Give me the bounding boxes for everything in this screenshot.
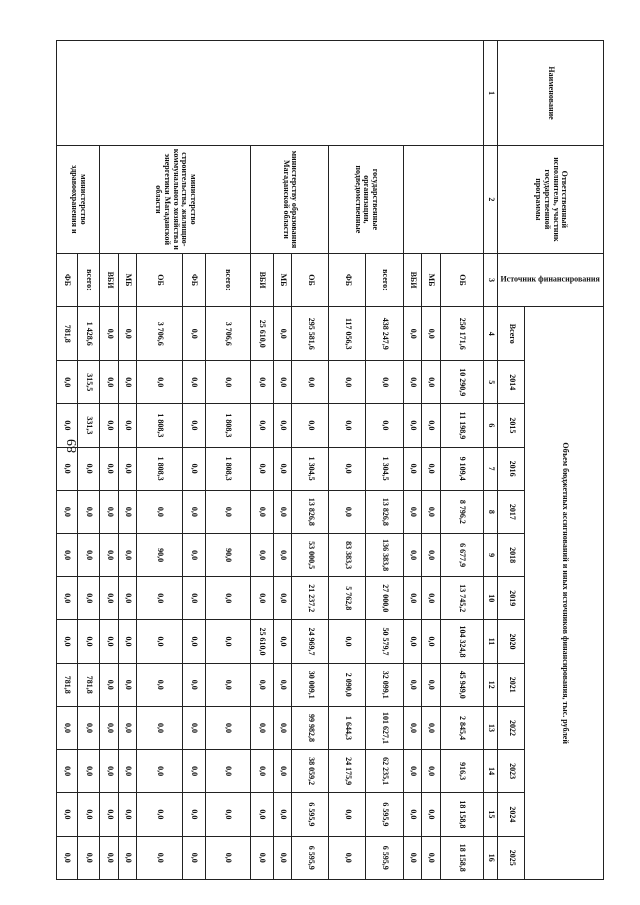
value-cell: 0,0 [118, 577, 137, 620]
value-cell: 0,0 [100, 361, 119, 404]
value-cell: 0,0 [77, 447, 100, 490]
value-cell: 2 845,4 [440, 706, 483, 749]
value-cell: 781,8 [77, 663, 100, 706]
column-number: 15 [484, 793, 498, 836]
value-cell: 0,0 [273, 533, 292, 576]
value-cell: 0,0 [57, 793, 78, 836]
source-cell: ВБИ [403, 253, 422, 307]
value-cell: 0,0 [182, 361, 205, 404]
column-number: 2 [484, 146, 498, 253]
source-cell: МБ [422, 253, 441, 307]
value-cell: 0,0 [57, 706, 78, 749]
source-cell: ФБ [182, 253, 205, 307]
value-cell: 0,0 [403, 663, 422, 706]
value-cell: 0,0 [250, 706, 273, 749]
source-cell: ОБ [292, 253, 329, 307]
value-cell: 0,0 [403, 361, 422, 404]
header-funding: Объем бюджетных ассигнований и иных источников финансирования, тыс. рублей [525, 307, 604, 880]
value-cell: 0,0 [77, 750, 100, 793]
value-cell: 0,0 [57, 490, 78, 533]
value-cell: 0,0 [77, 793, 100, 836]
value-cell: 0,0 [329, 490, 366, 533]
column-number: 5 [484, 361, 498, 404]
value-cell: 0,0 [100, 447, 119, 490]
header-source: Источник финансирования [498, 253, 604, 307]
value-cell: 6 595,9 [366, 793, 403, 836]
value-cell: 0,0 [273, 836, 292, 880]
value-cell: 6 595,9 [292, 793, 329, 836]
value-cell: 0,0 [100, 750, 119, 793]
column-number: 12 [484, 663, 498, 706]
value-cell: 0,0 [403, 577, 422, 620]
header-year: 2014 [498, 361, 525, 404]
value-cell: 0,0 [403, 750, 422, 793]
value-cell: 0,0 [422, 577, 441, 620]
header-year: 2015 [498, 404, 525, 447]
value-cell: 0,0 [403, 533, 422, 576]
table-row [77, 41, 100, 880]
value-cell: 24 175,9 [329, 750, 366, 793]
value-cell: 0,0 [57, 750, 78, 793]
value-cell: 0,0 [118, 307, 137, 361]
value-cell: 0,0 [250, 361, 273, 404]
value-cell: 0,0 [205, 361, 250, 404]
value-cell: 0,0 [273, 307, 292, 361]
value-cell: 0,0 [403, 793, 422, 836]
value-cell: 0,0 [118, 447, 137, 490]
value-cell: 0,0 [329, 620, 366, 663]
value-cell: 0,0 [100, 836, 119, 880]
value-cell: 0,0 [77, 490, 100, 533]
source-cell: ОБ [440, 253, 483, 307]
value-cell: 0,0 [118, 706, 137, 749]
value-cell: 0,0 [422, 361, 441, 404]
value-cell: 0,0 [422, 663, 441, 706]
value-cell: 295 581,6 [292, 307, 329, 361]
value-cell: 0,0 [118, 361, 137, 404]
header-year: 2016 [498, 447, 525, 490]
value-cell: 0,0 [137, 836, 182, 880]
source-cell: ФБ [57, 253, 78, 307]
value-cell: 0,0 [137, 577, 182, 620]
value-cell: 0,0 [100, 490, 119, 533]
value-cell: 0,0 [422, 404, 441, 447]
value-cell: 0,0 [273, 706, 292, 749]
value-cell: 21 237,2 [292, 577, 329, 620]
responsible-cell [403, 146, 483, 253]
header-year: 2023 [498, 750, 525, 793]
value-cell: 0,0 [292, 404, 329, 447]
value-cell: 13 826,8 [292, 490, 329, 533]
column-number: 9 [484, 533, 498, 576]
value-cell: 0,0 [100, 577, 119, 620]
value-cell: 0,0 [118, 793, 137, 836]
column-number: 8 [484, 490, 498, 533]
source-cell: всего: [366, 253, 403, 307]
value-cell: 5 762,8 [329, 577, 366, 620]
table-row [205, 41, 250, 880]
value-cell: 0,0 [77, 577, 100, 620]
value-cell: 0,0 [205, 577, 250, 620]
name-cell [57, 41, 484, 146]
value-cell: 0,0 [182, 836, 205, 880]
value-cell: 0,0 [137, 706, 182, 749]
value-cell: 0,0 [182, 307, 205, 361]
value-cell: 6 677,9 [440, 533, 483, 576]
value-cell: 0,0 [422, 620, 441, 663]
value-cell: 0,0 [182, 663, 205, 706]
value-cell: 25 610,0 [250, 307, 273, 361]
value-cell: 0,0 [118, 663, 137, 706]
source-cell: МБ [118, 253, 137, 307]
value-cell: 62 235,1 [366, 750, 403, 793]
value-cell: 0,0 [77, 836, 100, 880]
value-cell: 0,0 [273, 750, 292, 793]
value-cell: 1 808,3 [205, 447, 250, 490]
responsible-cell: министерство строительства, жилищно-коммунального хозяйства и энергетики Магаданской области [100, 146, 251, 253]
value-cell: 0,0 [137, 490, 182, 533]
value-cell: 0,0 [57, 447, 78, 490]
value-cell: 0,0 [182, 490, 205, 533]
column-number: 14 [484, 750, 498, 793]
value-cell: 0,0 [250, 404, 273, 447]
value-cell: 0,0 [100, 533, 119, 576]
value-cell: 1 808,3 [137, 404, 182, 447]
value-cell: 0,0 [118, 620, 137, 663]
value-cell: 0,0 [57, 577, 78, 620]
value-cell: 0,0 [292, 361, 329, 404]
value-cell: 99 982,8 [292, 706, 329, 749]
value-cell: 0,0 [273, 793, 292, 836]
header-year: 2022 [498, 706, 525, 749]
value-cell: 0,0 [118, 490, 137, 533]
value-cell: 0,0 [57, 404, 78, 447]
table-row [292, 41, 329, 880]
source-cell: ОБ [137, 253, 182, 307]
value-cell: 0,0 [100, 793, 119, 836]
value-cell: 0,0 [205, 663, 250, 706]
value-cell: 90,0 [205, 533, 250, 576]
value-cell: 0,0 [403, 706, 422, 749]
value-cell: 250 171,6 [440, 307, 483, 361]
value-cell: 331,3 [77, 404, 100, 447]
column-number: 13 [484, 706, 498, 749]
value-cell: 916,3 [440, 750, 483, 793]
value-cell: 781,8 [57, 307, 78, 361]
value-cell: 117 056,3 [329, 307, 366, 361]
value-cell: 0,0 [182, 706, 205, 749]
value-cell: 0,0 [422, 533, 441, 576]
value-cell: 3 706,6 [137, 307, 182, 361]
value-cell: 0,0 [403, 447, 422, 490]
value-cell: 0,0 [182, 577, 205, 620]
value-cell: 104 324,8 [440, 620, 483, 663]
value-cell: 25 610,0 [250, 620, 273, 663]
value-cell: 0,0 [57, 836, 78, 880]
value-cell: 0,0 [250, 750, 273, 793]
value-cell: 0,0 [205, 706, 250, 749]
value-cell: 0,0 [118, 836, 137, 880]
value-cell: 53 000,5 [292, 533, 329, 576]
value-cell: 50 579,7 [366, 620, 403, 663]
value-cell: 0,0 [422, 750, 441, 793]
value-cell: 0,0 [403, 836, 422, 880]
value-cell: 0,0 [57, 533, 78, 576]
value-cell: 45 949,0 [440, 663, 483, 706]
header-year: 2021 [498, 663, 525, 706]
source-cell: всего: [205, 253, 250, 307]
value-cell: 0,0 [329, 793, 366, 836]
value-cell: 0,0 [118, 404, 137, 447]
header-responsible: Ответственный исполнитель, участник государственной программы [498, 146, 604, 253]
value-cell: 101 627,1 [366, 706, 403, 749]
value-cell: 1 644,3 [329, 706, 366, 749]
value-cell: 0,0 [57, 361, 78, 404]
column-number: 3 [484, 253, 498, 307]
value-cell: 0,0 [137, 750, 182, 793]
header-year: 2017 [498, 490, 525, 533]
value-cell: 11 198,9 [440, 404, 483, 447]
value-cell: 1 808,3 [137, 447, 182, 490]
value-cell: 6 595,9 [292, 836, 329, 880]
value-cell: 18 158,8 [440, 836, 483, 880]
value-cell: 0,0 [100, 404, 119, 447]
header-year: 2019 [498, 577, 525, 620]
value-cell: 0,0 [205, 750, 250, 793]
value-cell: 6 595,9 [366, 836, 403, 880]
value-cell: 0,0 [137, 663, 182, 706]
value-cell: 90,0 [137, 533, 182, 576]
source-cell: МБ [273, 253, 292, 307]
funding-table-container [56, 40, 604, 880]
value-cell: 0,0 [422, 706, 441, 749]
value-cell: 0,0 [273, 490, 292, 533]
value-cell: 0,0 [329, 404, 366, 447]
value-cell: 0,0 [250, 793, 273, 836]
value-cell: 0,0 [273, 663, 292, 706]
value-cell: 0,0 [100, 307, 119, 361]
value-cell: 0,0 [329, 447, 366, 490]
value-cell: 0,0 [118, 750, 137, 793]
column-number: 11 [484, 620, 498, 663]
value-cell: 0,0 [205, 793, 250, 836]
value-cell: 0,0 [422, 490, 441, 533]
value-cell: 30 009,1 [292, 663, 329, 706]
value-cell: 0,0 [366, 404, 403, 447]
value-cell: 0,0 [205, 836, 250, 880]
value-cell: 8 796,2 [440, 490, 483, 533]
value-cell: 0,0 [250, 663, 273, 706]
value-cell: 0,0 [137, 361, 182, 404]
value-cell: 0,0 [182, 533, 205, 576]
value-cell: 0,0 [403, 404, 422, 447]
header-year: 2018 [498, 533, 525, 576]
value-cell: 0,0 [273, 577, 292, 620]
value-cell: 0,0 [182, 793, 205, 836]
value-cell: 0,0 [422, 447, 441, 490]
value-cell: 0,0 [422, 793, 441, 836]
value-cell: 32 099,1 [366, 663, 403, 706]
value-cell: 0,0 [137, 793, 182, 836]
value-cell: 315,5 [77, 361, 100, 404]
value-cell: 24 969,7 [292, 620, 329, 663]
value-cell: 13 745,2 [440, 577, 483, 620]
value-cell: 1 428,6 [77, 307, 100, 361]
column-number: 10 [484, 577, 498, 620]
header-year: 2020 [498, 620, 525, 663]
value-cell: 0,0 [100, 706, 119, 749]
value-cell: 0,0 [250, 490, 273, 533]
source-cell: ВБИ [250, 253, 273, 307]
value-cell: 18 158,8 [440, 793, 483, 836]
value-cell: 438 247,9 [366, 307, 403, 361]
column-number: 7 [484, 447, 498, 490]
value-cell: 0,0 [77, 533, 100, 576]
value-cell: 0,0 [403, 307, 422, 361]
header-name: Наименование [498, 41, 604, 146]
value-cell: 0,0 [182, 750, 205, 793]
value-cell: 0,0 [403, 620, 422, 663]
value-cell: 0,0 [273, 620, 292, 663]
column-number: 16 [484, 836, 498, 880]
source-cell: ВБИ [100, 253, 119, 307]
header-total: Всего [498, 307, 525, 361]
column-number: 4 [484, 307, 498, 361]
responsible-cell: министерство здравоохранения и [57, 146, 100, 253]
table-row [366, 41, 403, 880]
value-cell: 0,0 [205, 620, 250, 663]
source-cell: ФБ [329, 253, 366, 307]
value-cell: 1 808,3 [205, 404, 250, 447]
value-cell: 0,0 [273, 361, 292, 404]
responsible-cell: министерству образования Магаданской области [250, 146, 328, 253]
value-cell: 0,0 [329, 361, 366, 404]
value-cell: 0,0 [422, 307, 441, 361]
value-cell: 0,0 [57, 620, 78, 663]
value-cell: 0,0 [182, 620, 205, 663]
value-cell: 0,0 [250, 533, 273, 576]
column-number: 1 [484, 41, 498, 146]
funding-table [56, 40, 604, 880]
value-cell: 781,8 [57, 663, 78, 706]
value-cell: 0,0 [182, 447, 205, 490]
value-cell: 0,0 [137, 620, 182, 663]
responsible-cell: государственные организации, подведомственные [329, 146, 403, 253]
value-cell: 0,0 [250, 447, 273, 490]
header-year: 2025 [498, 836, 525, 880]
source-cell: всего: [77, 253, 100, 307]
value-cell: 0,0 [100, 663, 119, 706]
value-cell: 0,0 [403, 490, 422, 533]
value-cell: 1 304,5 [292, 447, 329, 490]
header-year: 2024 [498, 793, 525, 836]
value-cell: 1 304,5 [366, 447, 403, 490]
value-cell: 0,0 [366, 361, 403, 404]
value-cell: 13 826,8 [366, 490, 403, 533]
column-number: 6 [484, 404, 498, 447]
value-cell: 0,0 [422, 836, 441, 880]
value-cell: 3 706,6 [205, 307, 250, 361]
page-number: 89 [65, 439, 80, 453]
value-cell: 27 000,0 [366, 577, 403, 620]
value-cell: 136 383,8 [366, 533, 403, 576]
value-cell: 0,0 [118, 533, 137, 576]
value-cell: 0,0 [273, 404, 292, 447]
value-cell: 10 290,9 [440, 361, 483, 404]
value-cell: 38 059,2 [292, 750, 329, 793]
value-cell: 0,0 [205, 490, 250, 533]
value-cell: 0,0 [77, 620, 100, 663]
value-cell: 83 383,3 [329, 533, 366, 576]
value-cell: 0,0 [182, 404, 205, 447]
value-cell: 0,0 [250, 836, 273, 880]
value-cell: 0,0 [77, 706, 100, 749]
value-cell: 0,0 [100, 620, 119, 663]
value-cell: 0,0 [273, 447, 292, 490]
value-cell: 0,0 [250, 577, 273, 620]
table-row [440, 41, 483, 880]
value-cell: 2 090,0 [329, 663, 366, 706]
value-cell: 0,0 [329, 836, 366, 880]
value-cell: 9 109,4 [440, 447, 483, 490]
